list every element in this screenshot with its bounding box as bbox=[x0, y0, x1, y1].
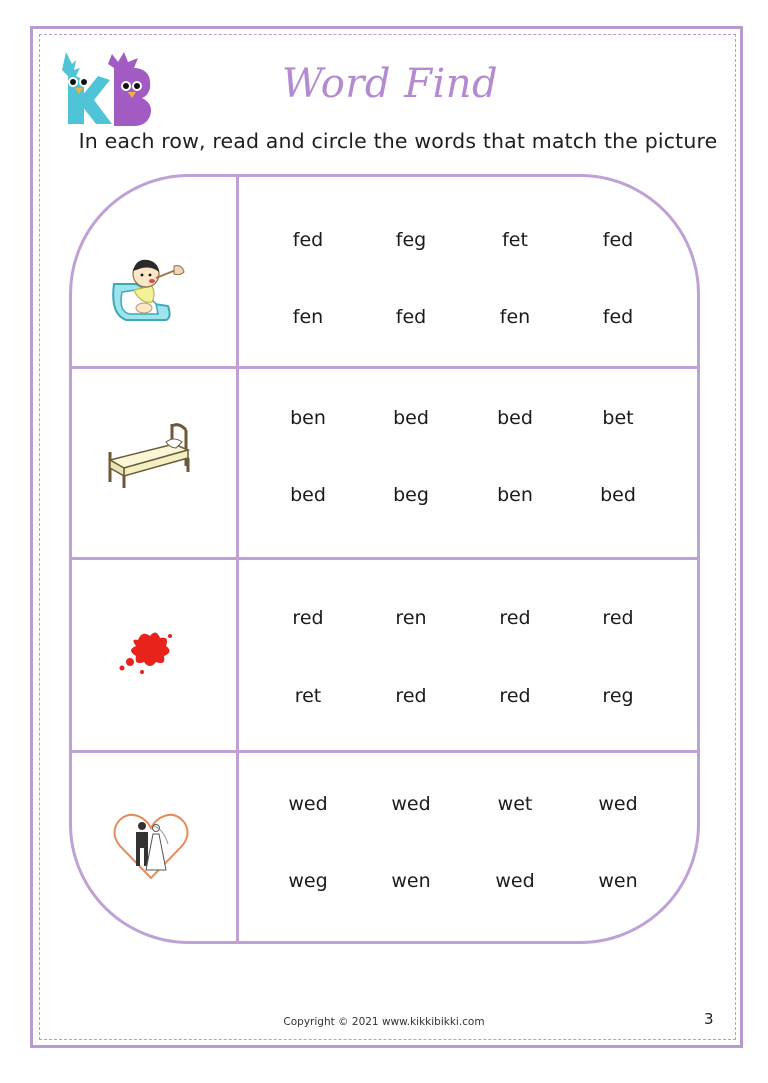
word-option[interactable]: wed bbox=[288, 793, 328, 815]
word-option[interactable]: bed bbox=[600, 484, 636, 506]
word-option[interactable]: fed bbox=[292, 229, 324, 251]
word-option[interactable]: red bbox=[292, 607, 324, 629]
word-option[interactable]: ren bbox=[395, 607, 427, 629]
word-option[interactable]: feg bbox=[395, 229, 427, 251]
red-splat-icon bbox=[96, 610, 206, 700]
word-option[interactable]: wed bbox=[598, 793, 638, 815]
word-option[interactable]: weg bbox=[288, 870, 328, 892]
word-option[interactable]: wen bbox=[391, 870, 431, 892]
word-option[interactable]: reg bbox=[602, 685, 634, 707]
word-option[interactable]: fed bbox=[602, 306, 634, 328]
word-option[interactable]: wet bbox=[497, 793, 533, 815]
bed-icon bbox=[96, 416, 206, 506]
word-option[interactable]: fed bbox=[602, 229, 634, 251]
word-option[interactable]: bed bbox=[497, 407, 533, 429]
wedding-icon bbox=[96, 800, 206, 890]
grid-divider-row-1 bbox=[70, 366, 700, 369]
word-option[interactable]: ben bbox=[290, 407, 326, 429]
grid-divider-row-2 bbox=[70, 557, 700, 560]
word-option[interactable]: red bbox=[602, 607, 634, 629]
word-option[interactable]: ben bbox=[497, 484, 533, 506]
word-option[interactable]: wen bbox=[598, 870, 638, 892]
instructions-text: In each row, read and circle the words that match the picture bbox=[78, 129, 718, 153]
word-option[interactable]: red bbox=[499, 607, 531, 629]
page-number: 3 bbox=[704, 1010, 714, 1028]
word-option[interactable]: beg bbox=[393, 484, 429, 506]
page-title: Word Find bbox=[281, 61, 499, 107]
word-option[interactable]: ret bbox=[294, 685, 322, 707]
word-option[interactable]: red bbox=[395, 685, 427, 707]
word-option[interactable]: bed bbox=[393, 407, 429, 429]
word-option[interactable]: fen bbox=[292, 306, 324, 328]
kb-logo-icon bbox=[54, 46, 158, 130]
baby-fed-icon bbox=[96, 244, 206, 334]
word-option[interactable]: fet bbox=[502, 229, 528, 251]
grid-divider-row-3 bbox=[70, 750, 700, 753]
copyright-text: Copyright © 2021 www.kikkibikki.com bbox=[283, 1016, 485, 1028]
word-option[interactable]: bed bbox=[290, 484, 326, 506]
word-option[interactable]: fen bbox=[499, 306, 531, 328]
word-option[interactable]: red bbox=[499, 685, 531, 707]
word-option[interactable]: bet bbox=[602, 407, 634, 429]
word-option[interactable]: wed bbox=[391, 793, 431, 815]
word-option[interactable]: fed bbox=[395, 306, 427, 328]
word-option[interactable]: wed bbox=[495, 870, 535, 892]
